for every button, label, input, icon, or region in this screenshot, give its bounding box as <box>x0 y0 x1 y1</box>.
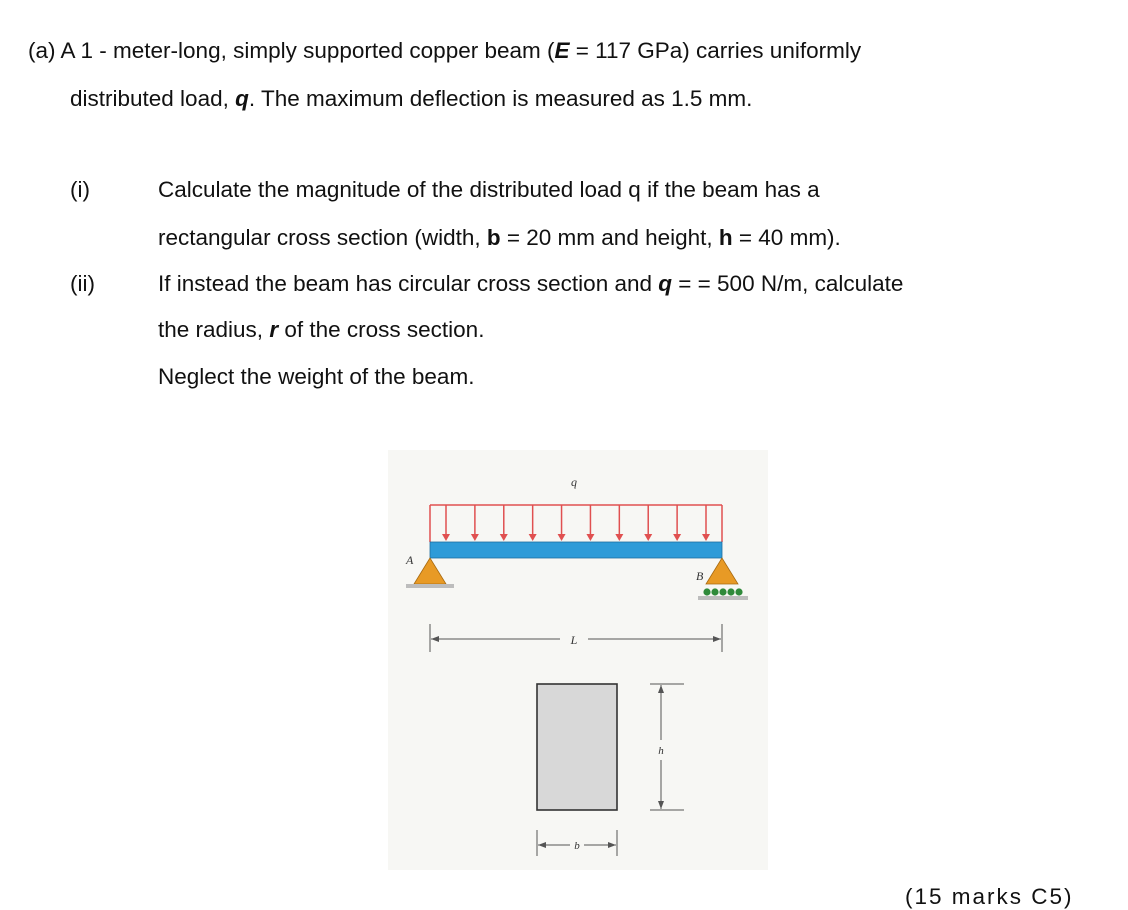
support-a-label: A <box>406 553 414 567</box>
distributed-load <box>430 505 722 542</box>
support-a-base <box>406 584 454 588</box>
roller-wheel <box>735 588 742 595</box>
span-arrowhead-right <box>713 636 721 642</box>
roller-wheels <box>703 588 742 595</box>
load-arrow-head <box>558 534 566 541</box>
marks-note-cutoff: (15 marks C5) <box>905 884 1074 909</box>
height-label-h: h <box>658 745 664 757</box>
symbol-E: E <box>554 38 570 63</box>
rectangular-cross-section <box>537 684 617 810</box>
sub-ii-line-2: the radius, r of the cross section. <box>158 317 485 342</box>
load-arrow-head <box>644 534 652 541</box>
load-arrow-head <box>471 534 479 541</box>
load-arrow-head <box>615 534 623 541</box>
symbol-q-2: q <box>658 271 673 296</box>
load-arrows <box>442 505 710 541</box>
height-arrowhead-bottom <box>658 801 664 809</box>
width-arrowhead-left <box>538 842 546 848</box>
support-b-roller <box>706 558 738 584</box>
load-arrow-head <box>500 534 508 541</box>
intro-line-2: distributed load, q. The maximum deflection is measured as 1.5 mm. <box>70 86 753 111</box>
span-arrowhead-left <box>431 636 439 642</box>
width-arrowhead-right <box>608 842 616 848</box>
load-arrow-head <box>442 534 450 541</box>
sub-ii-line-3: Neglect the weight of the beam. <box>158 364 475 389</box>
width-label-b: b <box>574 840 580 852</box>
symbol-q: q <box>235 86 249 111</box>
symbol-h: h <box>718 225 733 250</box>
load-arrow-head <box>702 534 710 541</box>
load-arrow-head <box>586 534 594 541</box>
part-label: (a) <box>28 38 56 63</box>
symbol-r: r <box>269 317 279 342</box>
sub-i-line-2: rectangular cross section (width, b = 20 mm and height, h = 40 mm). <box>158 225 841 250</box>
sub-ii-label: (ii) <box>70 271 95 296</box>
span-label-L: L <box>570 633 578 647</box>
sub-i-label: (i) <box>70 177 90 202</box>
height-dimension <box>650 684 684 810</box>
roller-wheel <box>711 588 718 595</box>
sub-i-line-1: Calculate the magnitude of the distributed load q if the beam has a <box>158 177 820 202</box>
symbol-b: b <box>486 225 501 250</box>
roller-wheel <box>719 588 726 595</box>
load-arrow-head <box>673 534 681 541</box>
height-arrowhead-top <box>658 685 664 693</box>
intro-line-1: (a) A 1 - meter-long, simply supported copper beam (E = 117 GPa) carries uniformly <box>28 38 862 63</box>
support-b-base <box>698 596 748 600</box>
support-b-label: B <box>696 569 704 583</box>
sub-ii-line-1: If instead the beam has circular cross section and q = = 500 N/m, calculate <box>158 271 904 296</box>
load-label-q: q <box>571 475 577 489</box>
roller-wheel <box>703 588 710 595</box>
load-arrow-head <box>529 534 537 541</box>
beam <box>430 542 722 558</box>
roller-wheel <box>727 588 734 595</box>
support-a-pin <box>414 558 446 584</box>
